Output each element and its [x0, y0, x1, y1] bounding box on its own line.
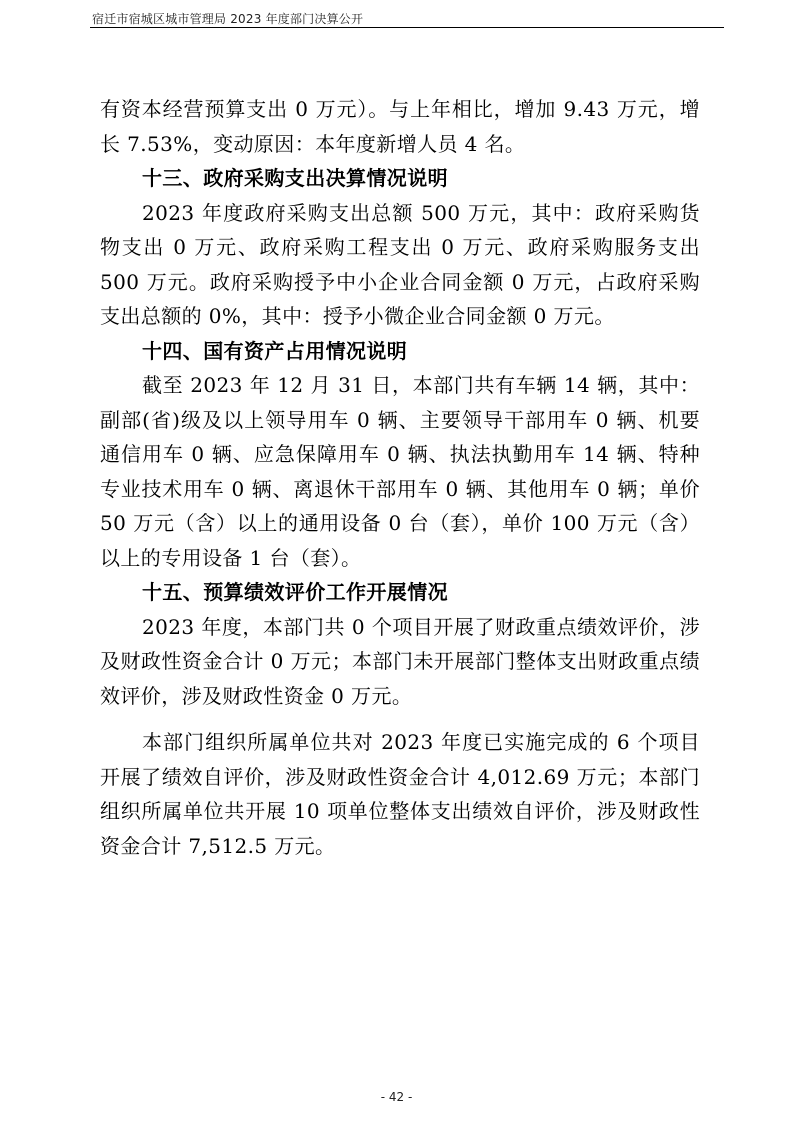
paragraph-state-assets: 截至 2023 年 12 月 31 日，本部门共有车辆 14 辆，其中：副部(省)级及以上领导用车 0 辆、主要领导干部用车 0 辆、机要通信用车 0 辆、应急保障用车 0 辆、执法执勤用车 14 辆、特种专业技术用车 0 辆、离退休干部用车 0 辆、其他用车 0 辆；单价 50 万元（含）以上的通用设备 0 台（套），单价 100 万元（含）以上的专用设备 1 台（套）。 [100, 373, 700, 570]
page-number: - 42 - [380, 1090, 413, 1104]
section-heading-15: 十五、预算绩效评价工作开展情况 [142, 580, 448, 604]
section-heading-13: 十三、政府采购支出决算情况说明 [142, 166, 448, 190]
header-divider [90, 27, 724, 28]
paragraph-continued: 有资本经营预算支出 0 万元）。与上年相比，增加 9.43 万元，增长 7.53%，变动原因：本年度新增人员 4 名。 [100, 97, 700, 156]
document-body [100, 92, 700, 863]
paragraph-performance-evaluation-2: 本部门组织所属单位共对 2023 年度已实施完成的 6 个项目开展了绩效自评价，涉及财政性资金合计 4,012.69 万元；本部门组织所属单位共开展 10 项单位整体支出绩效自评价，涉及财政性资金合计 7,512.5 万元。 [100, 730, 700, 858]
page-header-title: 宿迁市宿城区城市管理局 2023 年度部门决算公开 [92, 12, 364, 26]
paragraph-government-procurement: 2023 年度政府采购支出总额 500 万元，其中：政府采购货物支出 0 万元、政府采购工程支出 0 万元、政府采购服务支出 500 万元。政府采购授予中小企业合同金额 0 万元，占政府采购支出总额的 0%，其中：授予小微企业合同金额 0 万元。 [100, 200, 700, 328]
section-heading-14: 十四、国有资产占用情况说明 [142, 338, 408, 363]
paragraph-performance-evaluation-1: 2023 年度，本部门共 0 个项目开展了财政重点绩效评价，涉及财政性资金合计 0 万元；本部门未开展部门整体支出财政重点绩效评价，涉及财政性资金 0 万元。 [100, 614, 700, 708]
